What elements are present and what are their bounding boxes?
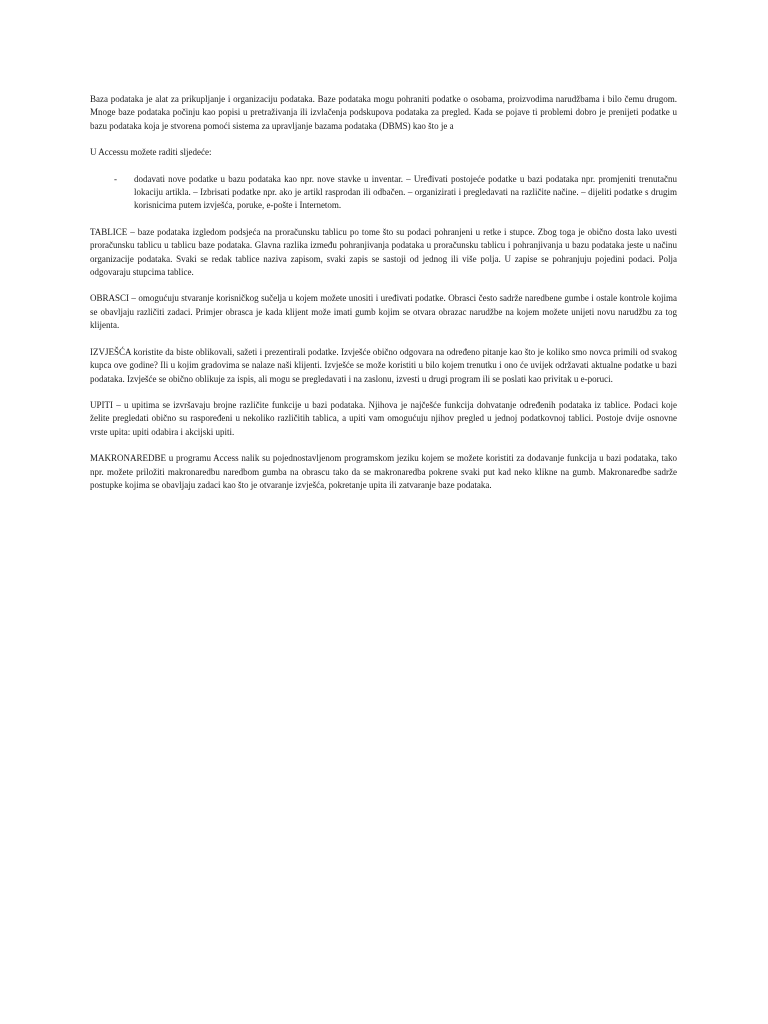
capabilities-list (90, 173, 677, 213)
reports-paragraph: IZVJEŠĆA koristite da biste oblikovali, sažeti i prezentirali podatke. Izvješće obično odgovara na određeno pitanje kao što je koliko smo novca primili od svakog kupca ove godine? Ili u kojim gradovima se nalaze naši klijenti. Izvješće se može koristiti u bilo kojem trenutku i ono će uvijek održavati aktualne podatke u bazi podataka. Izvješće se obično oblikuje za ispis, ali mogu se pregledavati i na zaslonu, izvesti u drugi program ili se poslati kao privitak u e-poruci. (90, 346, 677, 384)
forms-paragraph: OBRASCI – omogućuju stvaranje korisničkog sučelja u kojem možete unositi i uređivati podatke. Obrasci često sadrže naredbene gumbe i ostale kontrole kojima se obavljaju različiti zadaci. Primjer obrasca je kada klijent može imati gumb kojim se otvara obrazac narudžbe na kojem možete unijeti novu narudžbu za tog klijenta. (90, 293, 677, 331)
list-item (90, 173, 677, 213)
bullet-dash: - (114, 173, 117, 184)
tables-paragraph: TABLICE – baze podataka izgledom podsjeća na proračunsku tablicu po tome što su podaci pohranjeni u retke i stupce. Zbog toga je obično dosta lako uvesti proračunsku tablicu u tablicu baze podataka. Glavna razlika između pohranjivanja podataka u proračunsku tablicu i pohranjivanja u bazu podataka jeste u načinu organizacije podataka. Svaki se redak tablice naziva zapisom, svaki zapis se sastoji od jednog ili više polja. U zapise se pohranjuju pojedini podaci. Polja odgovaraju stupcima tablice. (90, 226, 677, 278)
intro-paragraph: Baza podataka je alat za prikupljanje i organizaciju podataka. Baze podataka mogu pohraniti podatke o osobama, proizvodima narudžbama i bilo čemu drugom. Mnoge baze podataka počinju kao popisi u pretraživanja ili izvlačenja podskupova podataka za pregled. Kada se pojave ti problemi dobro je prenijeti podatke u bazu podataka koja je stvorena pomoći sistema za upravljanje bazama podataka (DBMS) kao što je a (90, 94, 677, 131)
bullet-text: dodavati nove podatke u bazu podataka kao npr. nove stavke u inventar. – Uređivati postojeće podatke u bazi podataka npr. promjeniti trenutačnu lokaciju artikla. – Izbrisati podatke npr. ako je artikl rasprodan ili odbačen. – organizirati i pregledavati na različite načine. – dijeliti podatke s drugim korisnicima putem izvješća, poruke, e-pošte i Internetom. (134, 173, 677, 211)
access-capabilities-heading: U Accessu možete raditi sljedeće: (90, 147, 212, 158)
queries-paragraph: UPITI – u upitima se izvršavaju brojne različite funkcije u bazi podataka. Njihova je najčešće funkcija dohvatanje određenih podataka iz tablice. Podaci koje želite pregledati obično su raspoređeni u nekoliko različitih tablica, a upiti vam omogućuju njihov pregled u jednoj podatkovnoj tablici. Postoje dvije osnovne vrste upita: upiti odabira i akcijski upiti. (90, 399, 677, 437)
document-body (90, 93, 677, 505)
macros-paragraph: MAKRONAREDBE u programu Access nalik su pojednostavljenom programskom jeziku kojem se možete koristiti za dodavanje funkcija u bazi podataka, tako npr. možete priložiti makronaredbu naredbom gumba na obrascu tako da se makronaredba pokrene svaki put kad neko klikne na gumb. Makronaredbe sadrže postupke kojima se obavljaju zadaci kao što je otvaranje izvješća, pokretanje upita ili zatvaranje baze podataka. (90, 453, 677, 490)
